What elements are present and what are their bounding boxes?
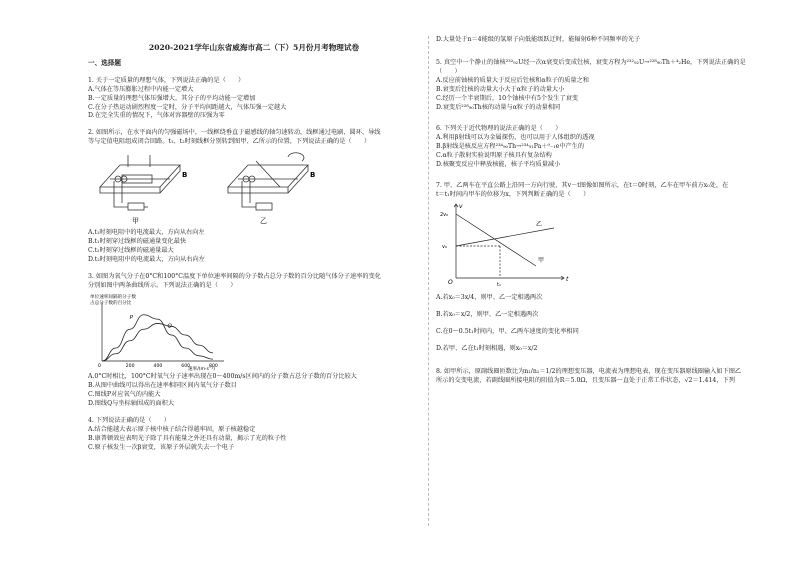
right-column (436, 36, 780, 386)
option-d: D.若甲、乙在t₁时刻相遇，则x₀＝x/2 (436, 344, 538, 352)
question-8-stem-line1: 8. 如甲所示，原副线圈匝数比为n₁/n₂＝1/2的理想变压器，电流表为理想电表，现在变压器原线圈输入如下图乙 (436, 367, 742, 375)
question-6-stem: 6. 下列关于近代物理的说法正确的是（ ） (436, 124, 562, 132)
series-P-line (102, 315, 213, 361)
tick-t1: t₁ (497, 281, 501, 286)
series-label-jia: 甲 (538, 256, 545, 264)
line-jia (456, 214, 536, 266)
series-label-yi: 乙 (536, 220, 543, 228)
question-2-stem-line1: 2. 如图所示，在水平面内的匀强磁场中，一线框绕垂直于磁感线的轴匀速转动，线框通过电刷、圆环、导线 (88, 129, 381, 137)
option-d: D.衰变后²²⁸₉₀Th核的动量与α粒子的动量相同 (436, 103, 561, 111)
velocity-time-graph (436, 200, 586, 286)
resistor-yi (256, 203, 272, 210)
question-4 (88, 417, 420, 453)
x-axis-label: 速率/(m·s⁻¹) (188, 367, 215, 373)
question-5-stem-line2: （ ） (436, 67, 461, 75)
question-6 (436, 125, 780, 170)
line-yi (456, 228, 554, 246)
speed-distribution-chart (88, 291, 238, 373)
x-tick-label: 200 (125, 364, 135, 370)
option-a: A.结合能越大表示原子核中核子结合得越牢固，原子核越稳定 (88, 426, 256, 434)
question-8-stem-line2: 所示的交变电流，若副线圈所接电阻的阻值为R＝5.0Ω，且变压器一直处于正常工作状态，√2＝1.414，下列 (436, 376, 735, 384)
t-axis-label: t (566, 275, 569, 283)
figure-label-yi: 乙 (260, 217, 267, 226)
option-a: A.气体在等压膨胀过程中内能一定增大 (88, 85, 194, 93)
question-7-stem-line2: t＝t₁时间内甲车的位移为x，下列判断正确的是（ ） (436, 190, 590, 198)
question-3 (88, 273, 420, 409)
option-a: A.反应前铀核的质量大于反应后钍核和α粒子的质量之和 (436, 76, 589, 84)
figure-label-jia: 甲 (132, 217, 139, 226)
x-tick-label: 0 (98, 364, 101, 370)
option-c: C.t₂时刻穿过线框的磁通量最大 (88, 247, 174, 255)
option-a: A.利用β射线可以为金属探伤，也可以用于人体组织的透视 (436, 133, 595, 141)
option-a: A.若x₀＝3x/4，则甲、乙一定相遇两次 (436, 293, 543, 301)
tick-2v0: 2v₀ (440, 211, 449, 218)
question-7 (436, 182, 780, 354)
field-label-b1: B (182, 171, 188, 180)
chart-title-line2: 占总分子数的百分比 (90, 301, 132, 307)
option-b: B.β射线是核反应方程²³⁴₉₀Th→²³⁴₉₁Pa＋⁰₋₁e中产生的 (436, 142, 585, 150)
question-3-stem-line1: 3. 如图为氧气分子在0°C和100°C温度下单位速率间隔的分子数占总分子数的百分比随气体分子速率的变化 (88, 273, 381, 281)
option-c: C.在分子热运动剧烈程度一定时，分子平均间距越大，气体压强一定越大 (88, 103, 287, 111)
series-Q-label: Q (167, 323, 172, 330)
resistor-jia (128, 203, 144, 210)
field-label-b2: B (310, 171, 316, 180)
option-c: C.原子核发生一次β衰变，该原子外层就失去一个电子 (88, 444, 235, 452)
chart-title: 单位速率间隔的分子数 (90, 295, 136, 301)
option-d: D.大量处于n＝4能级的氢原子向低能级跃迁时，能辐射6种不同频率的光子 (436, 36, 641, 43)
question-5 (436, 59, 780, 113)
question-1-stem: 1. 关于一定质量的理想气体，下列说法正确的是（ ） (88, 76, 245, 84)
question-8 (436, 368, 780, 386)
question-5-stem-line1: 5. 真空中一个静止的铀核²³²₉₂U经一次α衰变后变成钍核，衰变方程为²³²₉₂U→²²⁸₉₀Th＋⁴₂He，下列说法正确的是 (436, 58, 746, 66)
option-c: C.经历一个半衰期后，10个铀核中有5个发生了衰变 (436, 94, 579, 102)
question-3-stem-line2: 分别如图中两条曲线所示。下列说法正确的是（ ） (88, 282, 237, 290)
option-d: D.图线Q与坐标轴围成的面积大 (88, 400, 175, 408)
option-a: A.0°C时相比，100°C时氧气分子速率出现在0～400m/s区间内的分子数占总分子数的百分比较大 (88, 373, 357, 381)
option-b: B.康普顿效应表明光子除了具有能量之外还具有动量，揭示了光的粒子性 (88, 435, 287, 443)
v-axis-label: v (459, 202, 463, 210)
question-2-stem-line2: 等与定值电阻组成闭合回路。t₁、t₂时刻线框分别转到图甲、乙所示的位置，下列说法正确的是（ ） (88, 138, 371, 146)
option-b: B.从图中曲线可以得出在速率相同区间内氧气分子数目 (88, 382, 237, 390)
x-tick-label: 600 (181, 364, 191, 370)
left-column (88, 0, 420, 453)
option-d: D.在完全失重的情况下，气体对容器壁的压强为零 (88, 112, 225, 120)
x-tick-label: 800 (209, 364, 218, 370)
option-c: C.图线P对应氧气的内能大 (88, 391, 161, 399)
generator-figure (88, 147, 368, 229)
question-7-stem-line1: 7. 甲、乙两车在平直公路上沿同一方向行驶，其v－t图像如图所示，在t＝0时刻，乙车在甲车前方x₀处，在 (436, 181, 729, 189)
origin-label: O (448, 278, 453, 286)
option-b: B.一定质量的理想气体压强增大，其分子的平均动能一定增加 (88, 94, 256, 102)
column-divider (428, 36, 429, 526)
question-4-stem: 4. 下列说法正确的是（ ） (88, 417, 171, 425)
option-d: D.t₂时刻电阻中的电流最大，方向从右向左 (88, 256, 205, 264)
option-a: A.t₁时刻电阻中的电流最大，方向从右向左 (88, 229, 205, 237)
tick-v0: v₀ (442, 243, 447, 250)
option-d: D.核聚变反应中释放核能，核子平均质量减小 (436, 160, 561, 168)
option-c: C.在0～0.5t₁时间内，甲、乙两车速度的变化率相同 (436, 327, 579, 335)
question-2 (88, 129, 420, 265)
option-c: C.α粒子散射实验说明原子核具有复杂结构 (436, 151, 552, 159)
section-heading: 一、选择题 (88, 59, 121, 67)
series-P-label: P (129, 315, 133, 322)
option-b: B.衰变后钍核的动量大小大于α粒子的动量大小 (436, 85, 565, 93)
option-b: B.若x₀＝x/2，则甲、乙一定相遇两次 (436, 310, 539, 318)
question-1 (88, 77, 420, 122)
option-b: B.t₁时刻穿过线框的磁通量变化最快 (88, 238, 187, 246)
page-title: 2020-2021学年山东省威海市高二（下）5月份月考物理试卷 (148, 43, 360, 52)
x-tick-label: 400 (153, 364, 163, 370)
